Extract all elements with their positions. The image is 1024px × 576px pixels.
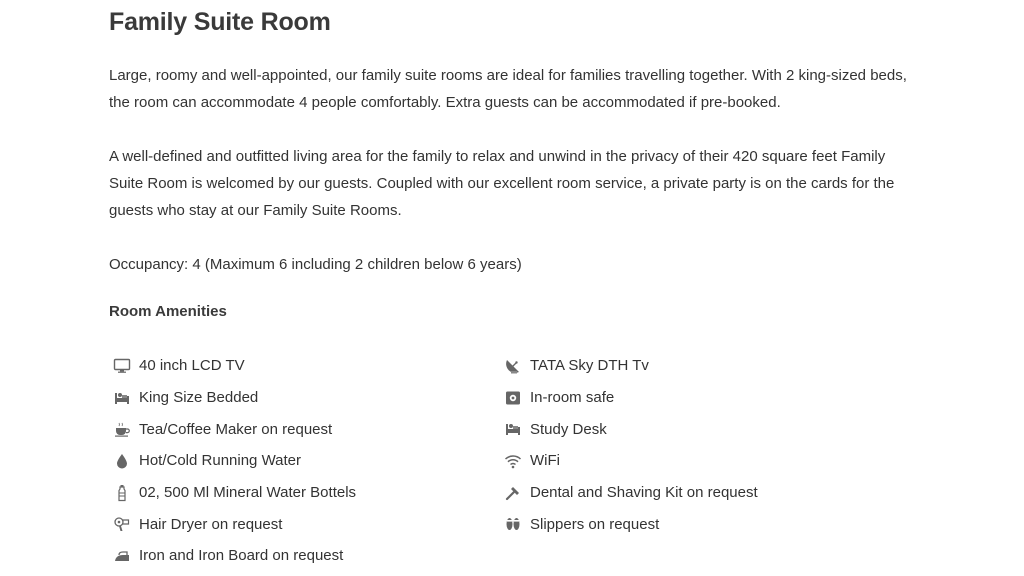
amenity-item	[112, 350, 356, 382]
amenity-item	[112, 540, 356, 572]
iron-icon	[112, 546, 132, 566]
safe-icon	[503, 388, 523, 408]
razor-icon	[503, 483, 523, 503]
amenities-list-left	[112, 350, 356, 572]
amenity-item	[503, 445, 758, 477]
water-drop-icon	[112, 451, 132, 471]
occupancy-text: Occupancy: 4 (Maximum 6 including 2 children below 6 years)	[109, 256, 522, 273]
amenity-item	[503, 413, 758, 445]
amenity-label: Iron and Iron Board on request	[139, 547, 344, 565]
room-description-2: A well-defined and outfitted living area for the family to relax and unwind in the privacy of their 420 square feet Family Suite Room is welcomed by our guests. Coupled with our excellent room service, a private party is on the cards for the guests who stay at our Family Suite Rooms.	[109, 148, 895, 219]
amenity-label: Study Desk	[530, 420, 607, 438]
amenity-label: WiFi	[530, 452, 560, 470]
amenity-label: Hair Dryer on request	[139, 515, 283, 533]
amenity-label: In-room safe	[530, 389, 615, 407]
amenity-label: TATA Sky DTH Tv	[530, 357, 649, 375]
amenity-item	[503, 382, 758, 414]
wifi-icon	[503, 451, 523, 471]
amenity-label: King Size Bedded	[139, 389, 259, 407]
amenity-label: Tea/Coffee Maker on request	[139, 420, 333, 438]
amenity-label: Dental and Shaving Kit on request	[530, 484, 758, 502]
room-description-1: Large, roomy and well-appointed, our family suite rooms are ideal for families travelling together. With 2 king-sized beds, the room can accommodate 4 people comfortably. Extra guests can be accommodated if pre-booked.	[109, 67, 907, 111]
amenity-item	[112, 508, 356, 540]
amenity-label: Hot/Cold Running Water	[139, 452, 302, 470]
bed-icon	[112, 388, 132, 408]
amenity-item	[112, 477, 356, 509]
coffee-cup-icon	[112, 419, 132, 439]
slippers-icon	[503, 514, 523, 534]
satellite-dish-icon	[503, 356, 523, 376]
amenity-item	[503, 477, 758, 509]
amenity-item	[112, 445, 356, 477]
tv-icon	[112, 356, 132, 376]
amenity-label: 02, 500 Ml Mineral Water Bottels	[139, 484, 357, 502]
amenity-item	[503, 350, 758, 382]
amenity-item	[112, 382, 356, 414]
water-bottle-icon	[112, 483, 132, 503]
amenities-heading: Room Amenities	[109, 303, 227, 320]
desk-icon	[503, 419, 523, 439]
amenity-label: 40 inch LCD TV	[139, 357, 245, 375]
hair-dryer-icon	[112, 514, 132, 534]
page-title: Family Suite Room	[109, 8, 331, 36]
amenity-item	[503, 508, 758, 540]
amenity-label: Slippers on request	[530, 515, 660, 533]
amenities-list-right	[503, 350, 758, 540]
amenity-item	[112, 413, 356, 445]
